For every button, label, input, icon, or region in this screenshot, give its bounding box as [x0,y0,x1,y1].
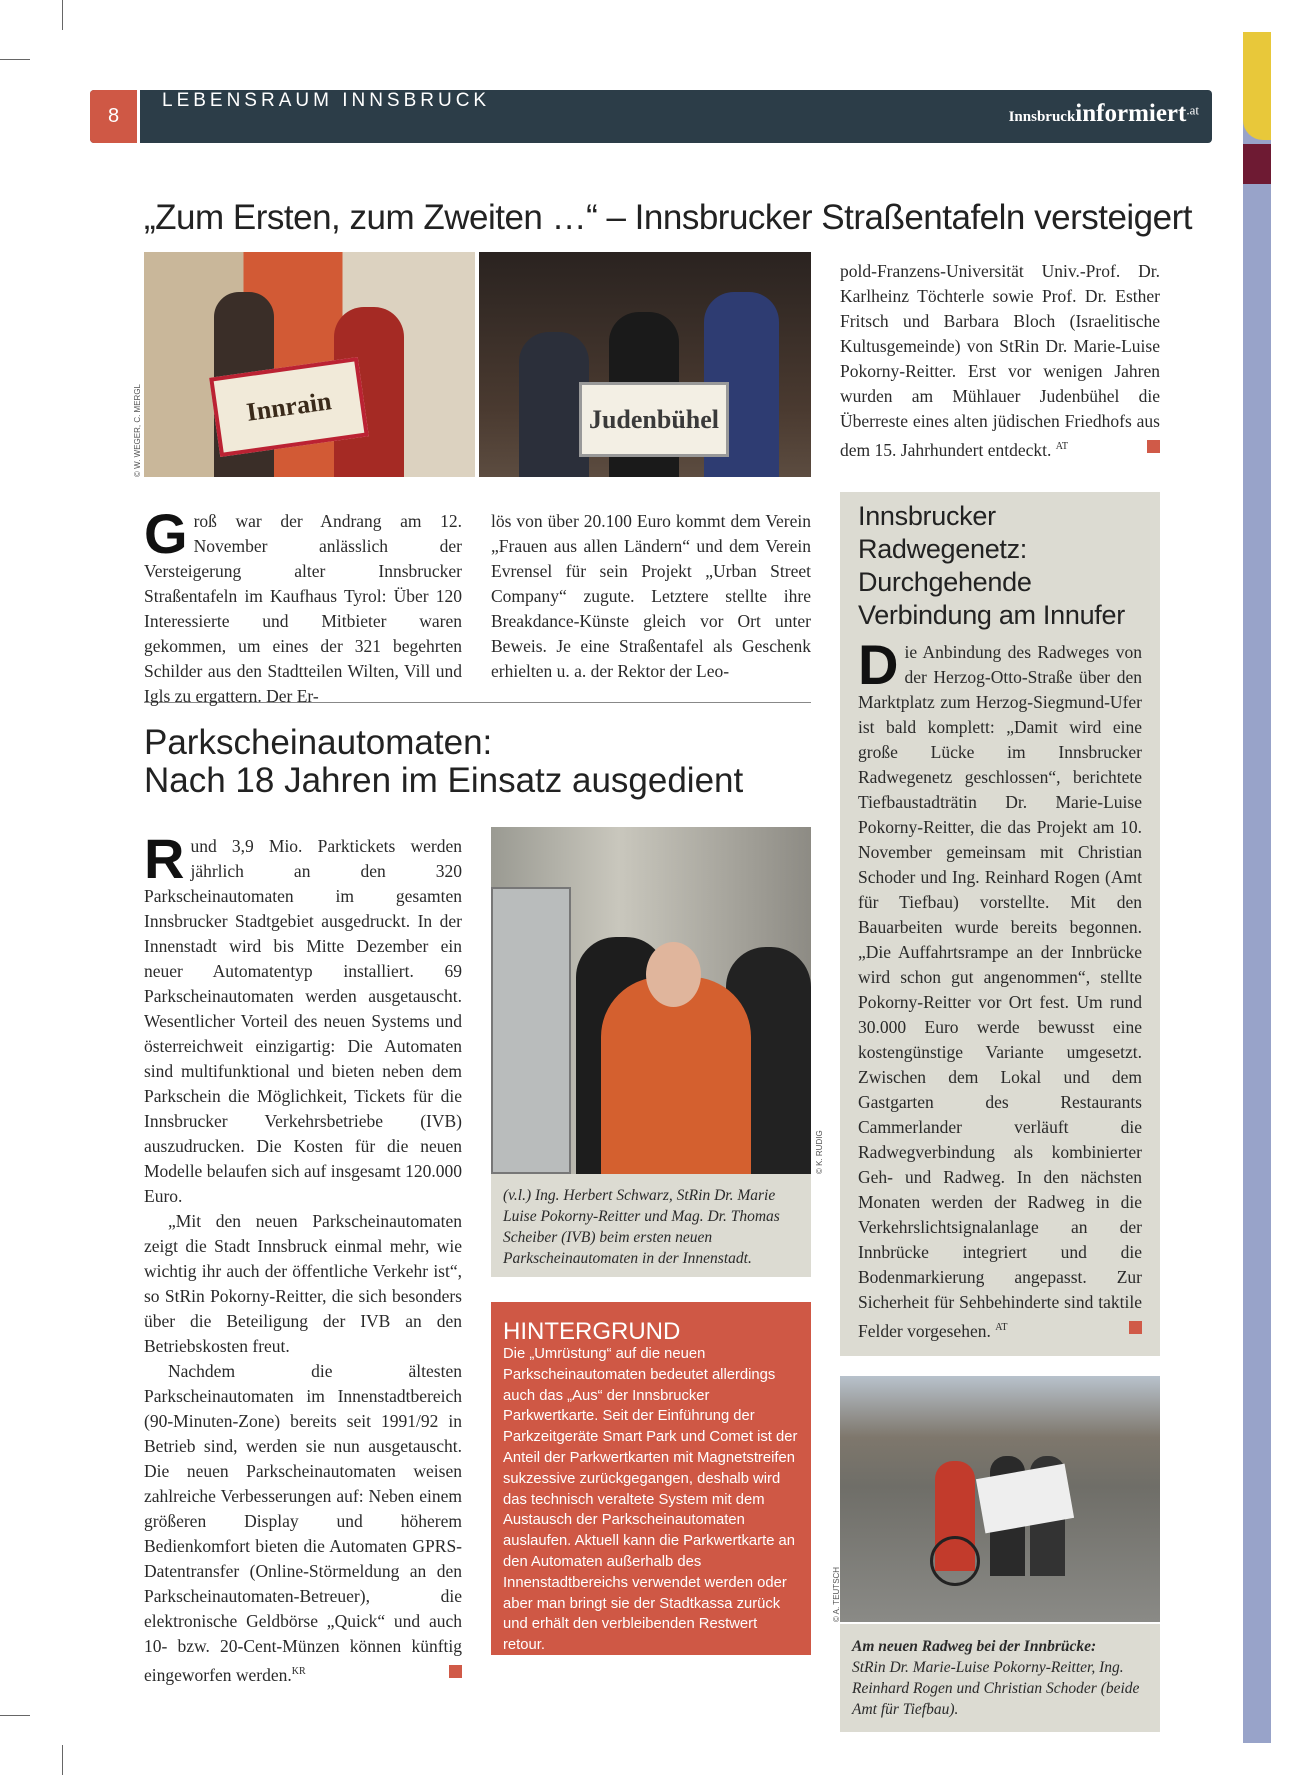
next-page-edge [1243,32,1271,1743]
drop-cap: D [858,640,899,696]
background-info-box [491,1302,811,1655]
drop-cap: G [144,502,188,565]
photo-credit: © A. TEUTSCH [832,1566,841,1622]
article3-body: Die Anbindung des Radweges von der Herzog-Otto-Straße über den Marktplatz zum Herzog-Siegmund-Ufer ist bald komplett: „Damit wird eine große Lücke im Innsbrucker Radwegenetz geschlossen“, berichtete Tiefbaustadträtin Dr. Marie-Luise Pokorny-Reitter, die das Projekt am 10. November gemeinsam mit Christian Schoder und Ing. Reinhard Rogen (Amt für Tiefbau) vorstellte. Mit den Bauarbeiten wurde bereits begonnen. „Die Auffahrtsrampe an der Innbrücke wird schon gut angenommen“, stellte Pokorny-Reitter vor Ort fest. Um rund 30.000 Euro werde bewusst eine kostengünstige Variante umgesetzt. Zwischen dem Lokal und dem Gastgarten des Restaurants Cammerlander verläuft die Radwegverbindung als kombinierter Geh- und Radweg. In den nächsten Monaten werden der Radweg in die Verkehrslichtsignalanlage an der Innbrücke integriert und die Bodenmarkierung angepasst. Zur Sicherheit für Sehbehinderte sind taktile Felder vorgesehen. $^{AT}$ [858,640,1142,1341]
photo-judenbuehel-sign [479,252,811,477]
article3-box [840,492,1160,1356]
sign-judenbuehel: Judenbühel [579,382,729,457]
crop-mark [62,1745,63,1775]
crop-mark [0,1715,30,1716]
article2-body: Rund 3,9 Mio. Parktickets werden jährlich an den 320 Parkscheinautomaten im gesamten Innsbrucker Stadtgebiet ausgedruckt. In der Innenstadt wird bis Mitte Dezember ein neuer Automatentyp installiert. 69 Parkscheinautomaten werden ausgetauscht. Wesentlicher Vorteil des neuen Systems und österreichweit einzigartig: Die Automaten sind multifunktional und bieten neben dem Parkschein die Möglichkeit, Tickets für die Innsbrucker Verkehrsbetriebe (IVB) auszudrucken. Die Kosten für die neuen Modelle belaufen sich auf insgesamt 120.000 Euro. „Mit den neuen Parkscheinautomaten zeigt die Stadt Innsbruck einmal mehr, wie wichtig ihr auch der öffentliche Verkehr ist“, so StRin Pokorny-Reitter, die sich besonders über die Beteiligung der IVB an den Betriebskosten freut. Nachdem die ältesten Parkscheinautomaten im Innenstadtbereich (90-Minuten-Zone) bereits seit 1991/92 in Betrieb sind, werden sie nun ausgetauscht. Die neuen Parkscheinautomaten weisen zahlreiche Verbesserungen auf: Neben einem größeren Display und höherem Bedienkomfort bieten die Automaten GPRS-Datentransfer (Online-Störmeldung an den Parkscheinautomaten-Betreuer), die elektronische Geldbörse „Quick“ und auch 10- bzw. 20-Cent-Münzen können künftig eingeworfen werden.$^{KR}$ [144,827,462,1685]
article3-title: Innsbrucker Radwegenetz: Durchgehende Verbindung am Innufer [858,501,1125,630]
photo-innrain-sign [144,252,475,477]
crop-mark [62,0,63,30]
photo-credit: © W. WEGER, C. MERGL [133,383,142,477]
article1-col1: Groß war der Andrang am 12. November anlässlich der Versteigerung alter Innsbrucker Straßentafeln im Kaufhaus Tyrol: Über 120 Interessierte und Mitbieter waren gekommen, um eines der 321 begehrten Schilder aus den Stadtteilen Wilten, Vill und Igls zu ergattern. Der Er- [144,502,462,706]
logo: Innsbruckinformiert$^{.at}$ [1008,100,1199,127]
box-text: Die „Umrüstung“ auf die neuen Parkscheinautomaten bedeutet allerdings auch das „Aus“ der Innsbrucker Parkwertkarte. Seit der Einführung der Parkzeitgeräte Smart Park und Comet ist der Anteil der Parkwertkarten mit Magnetstreifen sukzessive zurückgegangen, deshalb wird das technisch veraltete System mit dem Austausch der Parkscheinautomaten auslaufen. Aktuell kann die Parkwertkarte an den Automaten außerhalb des Innenstadtbereichs verwendet werden oder aber man bringt sie der Stadtkassa zurück und erhält den verbleibenden Restwert retour. [503,1346,798,1654]
end-mark [1129,1321,1142,1334]
article1-col2: lös von über 20.100 Euro kommt dem Verein „Frauen aus allen Ländern“ und dem Verein Evrensel für sein Projekt „Urban Street Company“ zugute. Letztere stellte ihre Breakdance-Künste gleich vor Ort unter Beweis. Je eine Straßentafel als Geschenk erhielten u. a. der Rektor der Leo- [491,511,811,681]
photo-bike-path-wrapper [832,1376,1160,1622]
photo-caption: (v.l.) Ing. Herbert Schwarz, StRin Dr. Marie Luise Pokorny-Reitter und Mag. Dr. Thomas Scheiber (IVB) beim ersten neuen Parkscheinautomaten in der Innenstadt. [491,1174,811,1277]
page-number: 8 [90,90,140,143]
article-title: „Zum Ersten, zum Zweiten …“ – Innsbrucker Straßentafeln versteigert [144,198,1192,237]
right-column [832,492,1160,1732]
end-mark [1147,440,1160,453]
sign-innrain: Innrain [209,357,369,457]
section-title: LEBENSRAUM INNSBRUCK [162,90,491,111]
crop-mark [0,59,30,60]
photo-credit: © K. RUDIG [815,1130,824,1174]
end-mark [449,1665,462,1678]
photo-bike-path [840,1376,1160,1622]
article1-col3: pold-Franzens-Universität Univ.-Prof. Dr. Karlheinz Töchterle sowie Prof. Dr. Esther Fritsch und Barbara Bloch (Israelitische Kultusgemeinde) von StRin Dr. Marie-Luise Pokorny-Reitter. Erst vor wenigen Jahren wurden am Mühlauer Judenbühel die Überreste eines alten jüdischen Friedhofs aus dem 15. Jahrhundert entdeckt. $^{AT}$ [840,261,1160,460]
drop-cap: R [144,827,185,890]
box-title: HINTERGRUND [503,1318,681,1345]
article2-title: Parkscheinautomaten: Nach 18 Jahren im Einsatz ausgedient [144,723,744,800]
photo-caption: Am neuen Radweg bei der Innbrücke: StRin Dr. Marie-Luise Pokorny-Reitter, Ing. Reinhard Rogen und Christian Schoder (beide Amt für Tiefbau). [840,1624,1160,1732]
photo-parking-machine [491,827,811,1174]
